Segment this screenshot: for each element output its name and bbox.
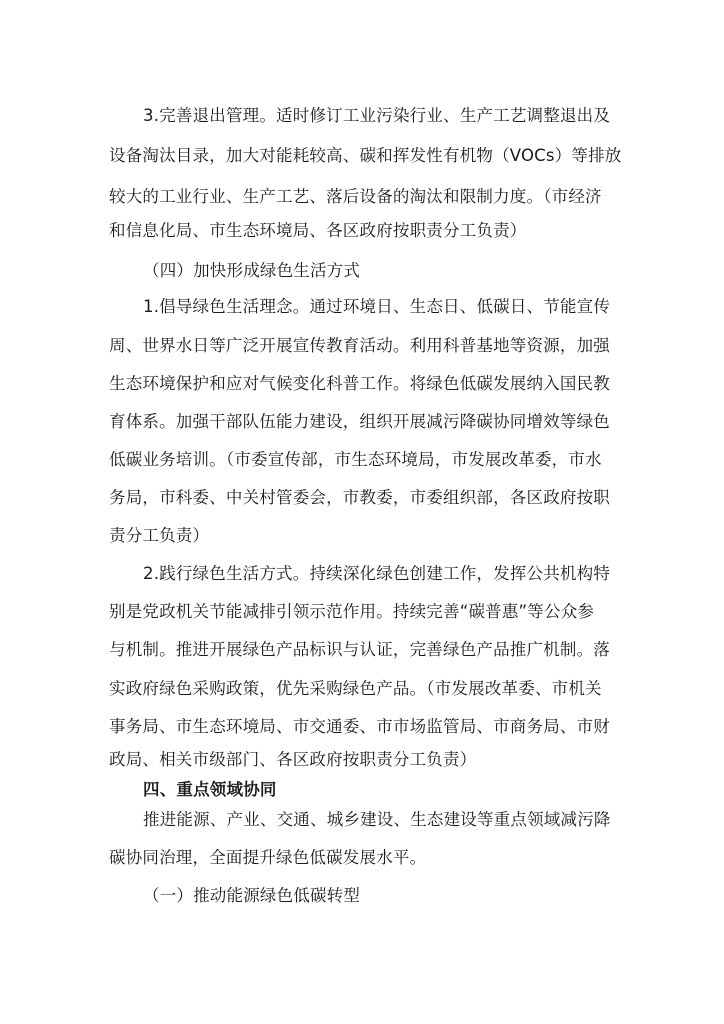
paragraph-3-line-6: 政局、相关市级部门、各区政府按职责分工负责） bbox=[109, 750, 477, 769]
paragraph-1-line-4: 和信息化局、市生态环境局、各区政府按职责分工负责） bbox=[109, 221, 527, 240]
paragraph-3-line-5: 事务局、市生态环境局、市交通委、市市场监管局、市商务局、市财 bbox=[109, 717, 610, 736]
paragraph-1-line-1: 3.完善退出管理。适时修订工业污染行业、生产工艺调整退出及 bbox=[143, 106, 611, 125]
section-heading-4: （四）加快形成绿色生活方式 bbox=[143, 261, 361, 280]
paragraph-3-line-4: 实政府绿色采购政策，优先采购绿色产品。（市发展改革委、市机关 bbox=[109, 679, 602, 698]
paragraph-3-line-3: 与机制。推进开展绿色产品标识与认证，完善绿色产品推广机制。落 bbox=[109, 640, 610, 659]
paragraph-2-line-7: 责分工负责） bbox=[109, 526, 210, 545]
paragraph-4-line-1: 推进能源、产业、交通、城乡建设、生态建设等重点领域减污降 bbox=[143, 810, 611, 829]
paragraph-4-line-2: 碳协同治理，全面提升绿色低碳发展水平。 bbox=[109, 848, 427, 867]
paragraph-2-line-5: 低碳业务培训。（市委宣传部，市生态环境局，市发展改革委，市水 bbox=[109, 450, 602, 469]
paragraph-3-line-1: 2.践行绿色生活方式。持续深化绿色创建工作，发挥公共机构特 bbox=[143, 564, 611, 583]
section-heading-four: 四、重点领域协同 bbox=[143, 780, 277, 799]
paragraph-1-line-2: 设备淘汰目录，加大对能耗较高、碳和挥发性有机物（VOCs）等排放 bbox=[109, 146, 622, 165]
paragraph-2-line-2: 周、世界水日等广泛开展宣传教育活动。利用科普基地等资源，加强 bbox=[109, 336, 610, 355]
section-heading-1: （一）推动能源绿色低碳转型 bbox=[143, 886, 361, 905]
paragraph-2-line-3: 生态环境保护和应对气候变化科普工作。将绿色低碳发展纳入国民教 bbox=[109, 374, 610, 393]
paragraph-2-line-4: 育体系。加强干部队伍能力建设，组织开展减污降碳协同增效等绿色 bbox=[109, 412, 610, 431]
paragraph-2-line-6: 务局，市科委、中关村管委会，市教委，市委组织部，各区政府按职 bbox=[109, 488, 610, 507]
paragraph-2-line-1: 1.倡导绿色生活理念。通过环境日、生态日、低碳日、节能宣传 bbox=[143, 297, 611, 316]
paragraph-1-line-3: 较大的工业行业、生产工艺、落后设备的淘汰和限制力度。（市经济 bbox=[109, 187, 602, 206]
paragraph-3-line-2: 别是党政机关节能减排引领示范作用。持续完善“碳普惠”等公众参 bbox=[109, 602, 595, 621]
